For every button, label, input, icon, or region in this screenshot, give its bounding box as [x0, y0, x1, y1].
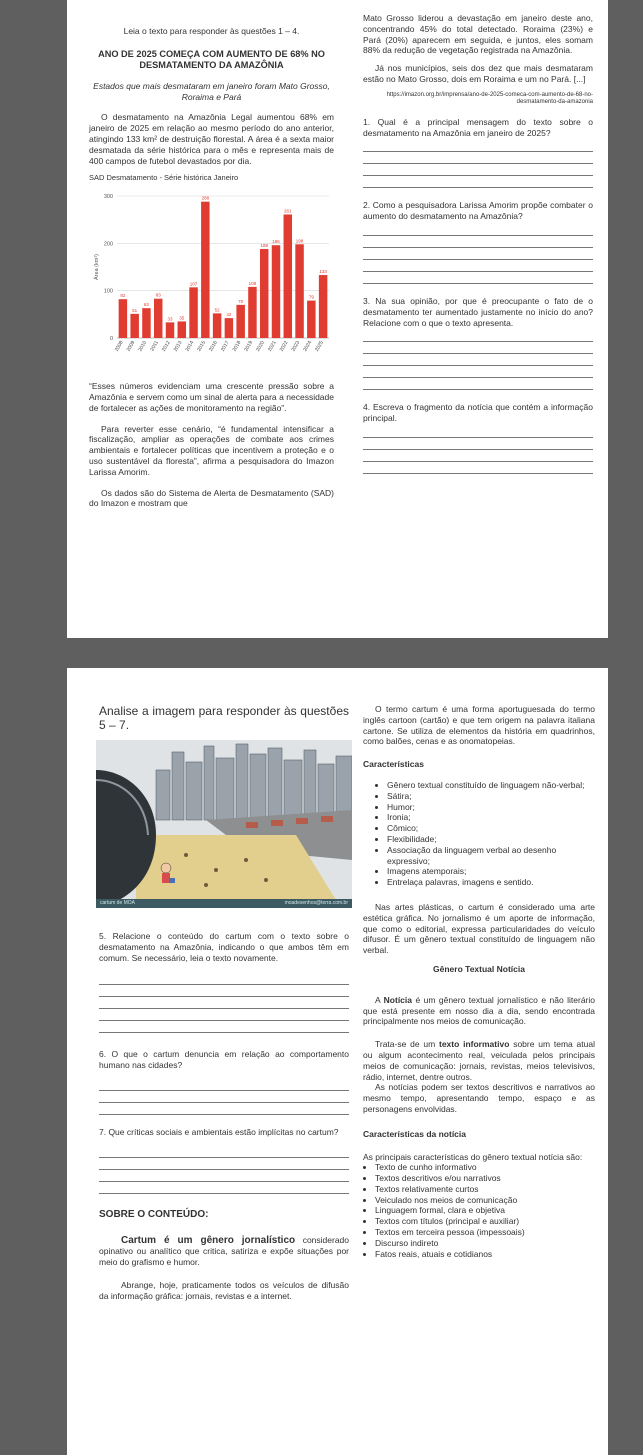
bar-value-label: 52	[214, 307, 220, 313]
deforestation-bar-chart	[89, 188, 334, 373]
x-tick-label: 2020	[255, 340, 266, 353]
chart-bar	[166, 323, 174, 339]
cartum-definition: O termo cartum é uma forma aportuguesada do termo inglês cartoon (cartão) e que tem origem na palavra italiana cartone. Se utiliza de elementos da história em quadrinhos, como balões, cenas e as onomatopeias.	[363, 704, 595, 747]
x-tick-label: 2008	[113, 340, 125, 353]
bar-value-label: 198	[295, 238, 304, 244]
chart-bar	[295, 244, 303, 338]
cartum-characteristic-item: • Entrelaça palavras, imagens e sentido.	[387, 877, 595, 888]
chart-bar	[154, 299, 162, 338]
noticia-p1-end: é um gênero textual jornalístico e não literário que está presente em nosso dia a dia, sendo encontrada principalmente nos meios de comunicação.	[363, 994, 595, 1027]
right-paragraph-2: Já nos municípios, seis dos dez que mais desmataram estão no Mato Grosso, dois em Roraima e um no Pará. [...]	[363, 63, 593, 84]
cartoon-caption-bar	[96, 899, 352, 908]
noticia-paragraph-3: As notícias podem ser textos descritivos e narrativos ao mesmo tempo, apresentando tempo, espaço e as personagens envolvidas.	[363, 1082, 595, 1114]
about-title: SOBRE O CONTEÚDO:	[99, 1208, 209, 1220]
bar-value-label: 188	[260, 243, 268, 249]
noticia-characteristics-intro: As principais características do gênero textual notícia são:	[363, 1151, 583, 1162]
chart-bar	[307, 301, 315, 338]
chart-bar	[130, 314, 138, 338]
noticia-characteristic-item: • Texto de cunho informativo	[375, 1162, 595, 1173]
chart-title: SAD Desmatamento - Série histórica Janeiro	[89, 173, 239, 183]
cartum-characteristic-item: • Cômico;	[387, 823, 595, 834]
chart-bar	[260, 249, 268, 338]
answer-lines-5[interactable]	[99, 973, 349, 1033]
bar-value-label: 63	[143, 302, 149, 308]
bar-value-label: 107	[189, 281, 198, 287]
cartum-characteristic-item: • Sátira;	[387, 791, 595, 802]
x-tick-label: 2017	[219, 340, 231, 353]
cartum-characteristic-item: • Gênero textual constituído de linguagem não-verbal;	[387, 780, 595, 791]
bar-value-label: 35	[179, 315, 185, 321]
y-tick-label: 200	[103, 241, 113, 248]
article-subtitle: Estados que mais desmataram em janeiro foram Mato Grosso, Roraima e Pará	[93, 80, 330, 102]
bar-value-label: 82	[120, 293, 126, 299]
noticia-paragraph-2	[363, 1039, 595, 1082]
question-6: 6. O que o cartum denuncia em relação ao comportamento humano nas cidades?	[99, 1049, 349, 1071]
question-7: 7. Que críticas sociais e ambientais estão implícitas no cartum?	[99, 1126, 339, 1137]
answer-lines-7[interactable]	[99, 1146, 349, 1194]
left-column	[89, 26, 334, 516]
page2-right-column	[363, 704, 595, 1259]
bar-value-label: 261	[284, 208, 292, 214]
chart-bar	[178, 322, 186, 339]
question-2: 2. Como a pesquisadora Larissa Amorim propõe combater o aumento do desmatamento na Amazônia?	[363, 200, 593, 222]
chart-bar	[236, 305, 244, 338]
noticia-p1-start: A	[375, 994, 384, 1005]
noticia-characteristic-item: • Fatos reais, atuais e cotidianos	[375, 1249, 595, 1260]
bar-value-label: 83	[155, 292, 161, 298]
chart-bar	[213, 314, 221, 339]
cartoon-credit-right: moadesenhos@terra.com.br	[284, 900, 348, 906]
x-tick-label: 2013	[172, 340, 184, 353]
worksheet-page-1	[67, 0, 608, 638]
about-rest: considerado opinativo ou analítico que critica, satiriza e expõe situações por meio do grafismo e humor.	[99, 1234, 350, 1268]
answer-lines-4[interactable]	[363, 426, 593, 474]
bar-value-label: 33	[167, 316, 173, 322]
x-tick-label: 2014	[184, 340, 196, 353]
noticia-p2-bold: texto informativo	[439, 1039, 510, 1050]
chart-bar	[119, 299, 127, 338]
article-title: ANO DE 2025 COMEÇA COM AUMENTO DE 68% NO DESMATAMENTO DA AMAZÔNIA	[98, 48, 325, 70]
noticia-characteristics-title: Características da notícia	[363, 1128, 466, 1139]
x-tick-label: 2011	[149, 340, 160, 353]
x-tick-label: 2012	[160, 340, 172, 353]
bar-value-label: 108	[248, 281, 257, 287]
worksheet-page-2	[67, 668, 608, 1455]
question-4: 4. Escreva o fragmento da notícia que contém a informação principal.	[363, 402, 593, 424]
x-tick-label: 2009	[125, 340, 137, 353]
x-tick-label: 2019	[243, 340, 255, 353]
chart-bar	[142, 308, 150, 338]
x-tick-label: 2010	[137, 340, 149, 353]
cartoon-image	[96, 740, 352, 908]
cartoon-drawing	[96, 740, 352, 908]
question-5: 5. Relacione o conteúdo do cartum com o texto sobre o desmatamento na Amazônia, indicando o que ambos têm em comum. Se necessário, leia o texto novamente.	[99, 931, 349, 963]
cartoon-credit-left: cartum de MOA	[100, 900, 136, 906]
noticia-characteristic-item: • Textos descritivos e/ou narrativos	[375, 1173, 595, 1184]
x-tick-label: 2024	[302, 340, 314, 353]
bar-value-label: 79	[308, 294, 314, 300]
article-paragraph-1: O desmatamento na Amazônia Legal aumentou 68% em janeiro de 2025 em relação ao mesmo período do ano anterior, atingindo 133 km² de destruição florestal. A área é a sexta maior desmatada da série histórica para o mês e representa mais de 400 campos de futebol devastados por dia.	[89, 112, 334, 166]
chart-bar	[201, 202, 209, 338]
noticia-characteristic-item: • Discurso indireto	[375, 1238, 595, 1249]
right-column	[363, 13, 593, 474]
noticia-p2-end: sobre um tema atual ou algum acontecimento real, veiculada pelos principais meios de comunicação: jornais, revistas, meios televisivos, rádio, internet, dentre outros.	[363, 1039, 595, 1082]
x-tick-label: 2022	[278, 340, 290, 353]
x-tick-label: 2021	[266, 340, 278, 353]
cartum-characteristic-item: • Flexibilidade;	[387, 834, 595, 845]
chart-bar	[319, 275, 327, 338]
page2-left-column	[99, 931, 349, 1309]
cartum-characteristics-list	[363, 780, 595, 888]
right-paragraph-1: Mato Grosso liderou a devastação em janeiro deste ano, concentrando 45% do total detectado. Roraima (23%) e Pará (20%) aparecem em seguida, e juntos, eles somam 88% da redução de vegetação registrada na Amazônia.	[363, 13, 593, 56]
x-tick-label: 2018	[231, 340, 243, 353]
noticia-characteristic-item: • Textos relativamente curtos	[375, 1184, 595, 1195]
noticia-characteristics-list	[363, 1162, 595, 1259]
chart-bar	[225, 318, 233, 338]
question-1: 1. Qual é a principal mensagem do texto sobre o desmatamento na Amazônia em janeiro de 2025?	[363, 116, 593, 138]
noticia-characteristic-item: • Veiculado nos meios de comunicação	[375, 1195, 595, 1206]
y-tick-label: 0	[109, 336, 113, 343]
cartum-characteristic-item: • Associação da linguagem verbal ao desenho expressivo;	[387, 845, 595, 867]
bar-value-label: 133	[319, 269, 327, 275]
bar-value-label: 42	[226, 312, 232, 318]
about-paragraph-1	[99, 1235, 349, 1268]
article-paragraph-2: Para reverter esse cenário, “é fundamental intensificar a fiscalização, ampliar as operações de combate aos crimes ambientais e fortalecer políticas que incentivem a proteção e o uso sustentável da floresta”, afirma a pesquisadora do Imazon Larissa Amorim.	[89, 423, 334, 477]
noticia-characteristic-item: • Textos com títulos (principal e auxiliar)	[375, 1216, 595, 1227]
chart-bar	[248, 287, 256, 338]
answer-lines-1[interactable]	[363, 140, 593, 188]
cartum-characteristic-item: • Humor;	[387, 802, 595, 813]
characteristics-title: Características	[363, 759, 424, 770]
y-tick-label: 100	[103, 288, 113, 295]
bar-value-label: 288	[201, 195, 210, 201]
source-url: https://imazon.org.br/imprensa/ano-de-2025-comeca-com-aumento-de-68-no-desmatamento-da-amazonia	[386, 91, 593, 106]
x-tick-label: 2023	[290, 340, 302, 353]
about-lead: Cartum é um gênero jornalístico	[121, 1234, 296, 1246]
noticia-characteristic-item: • Linguagem formal, clara e objetiva	[375, 1205, 595, 1216]
noticia-p2-start: Trata-se de um	[375, 1039, 439, 1050]
chart-bar	[272, 245, 280, 338]
article-paragraph-3: Os dados são do Sistema de Alerta de Desmatamento (SAD) do Imazon e mostram que	[89, 487, 334, 509]
noticia-characteristic-item: • Textos em terceira pessoa (impessoais)	[375, 1227, 595, 1238]
cartum-characteristic-item: • Ironia;	[387, 812, 595, 823]
about-paragraph-2: Abrange, hoje, praticamente todos os veículos de difusão da informação gráfica: jornais, revistas e a internet.	[99, 1279, 349, 1301]
x-tick-label: 2025	[314, 340, 325, 353]
bar-value-label: 51	[132, 308, 138, 314]
answer-lines-2[interactable]	[363, 224, 593, 284]
answer-lines-6[interactable]	[99, 1079, 349, 1115]
x-tick-label: 2016	[208, 340, 219, 353]
bar-value-label: 196	[272, 239, 280, 245]
noticia-paragraph-1	[363, 995, 595, 1027]
bar-value-label: 70	[238, 299, 244, 305]
plastic-arts-paragraph: Nas artes plásticas, o cartum é considerado uma arte estética gráfica. No jornalismo é um aporte de informação, que como o editorial, expressa particularidades do veículo difusor. É um gênero textual constituído de linguagem não verbal.	[363, 901, 595, 956]
cartum-characteristic-item: • Imagens atemporais;	[387, 866, 595, 877]
y-axis-label: Área (km²)	[94, 254, 100, 281]
noticia-section-title: Gênero Textual Notícia	[433, 963, 525, 974]
chart-bar	[284, 215, 292, 339]
y-tick-label: 300	[103, 194, 113, 201]
intro-text: Leia o texto para responder às questões 1 – 4.	[123, 26, 300, 36]
x-tick-label: 2015	[196, 340, 208, 353]
question-3: 3. Na sua opinião, por que é preocupante o fato de o desmatamento ter aumentado justamente no início do ano? Relacione com o que o texto apresenta.	[363, 295, 593, 328]
answer-lines-3[interactable]	[363, 330, 593, 390]
noticia-p1-bold: Notícia	[383, 994, 412, 1005]
quote-paragraph: “Esses números evidenciam uma crescente pressão sobre a Amazônia e servem como um sinal de alerta para a necessidade de fortalecer as ações de monitoramento na região”.	[89, 381, 334, 413]
chart-bar	[189, 288, 197, 339]
image-question-heading: Analise a imagem para responder às questões 5 – 7.	[99, 704, 349, 732]
